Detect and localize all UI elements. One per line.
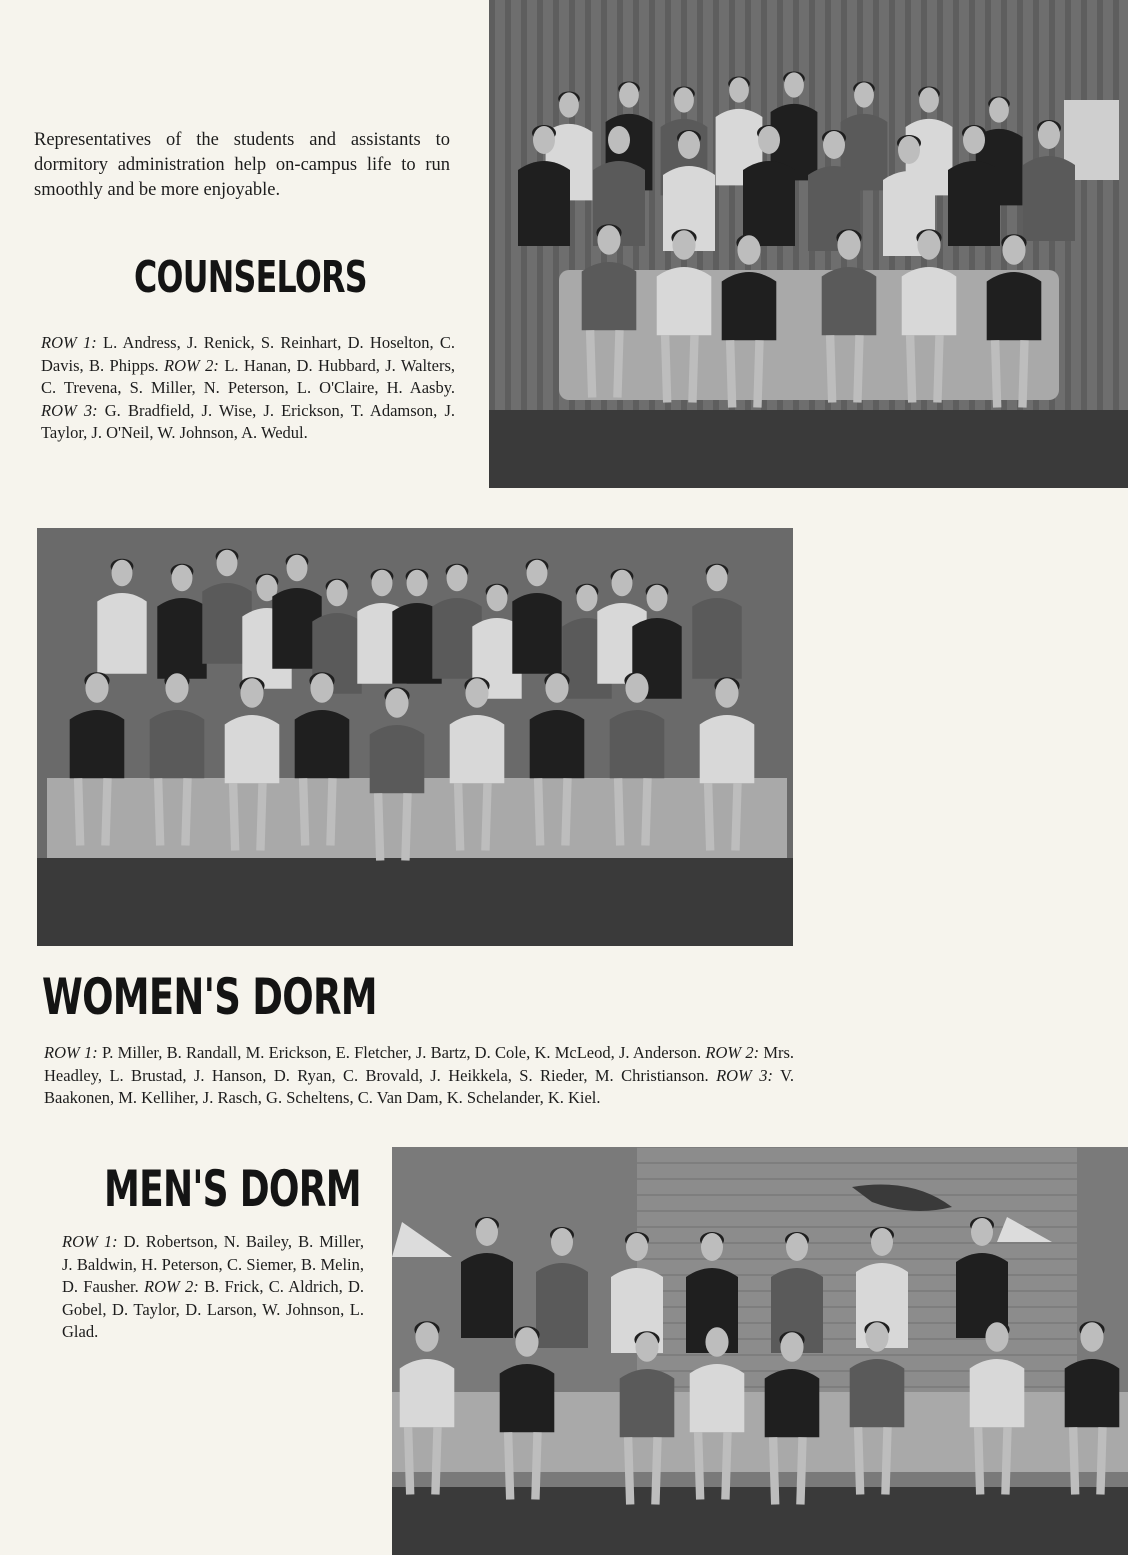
row-label: ROW 1: bbox=[62, 1232, 118, 1251]
intro-paragraph: Representatives of the students and assistants to dormitory administration help on-campus life to run smoothly and be more enjoyable. bbox=[34, 130, 450, 200]
mens-dorm-heading: MEN'S DORM bbox=[104, 1160, 361, 1218]
womens-dorm-heading: WOMEN'S DORM bbox=[42, 968, 377, 1026]
mens-dorm-photo bbox=[392, 1147, 1128, 1555]
row-label: ROW 2: bbox=[164, 355, 219, 375]
row-names: Mrs. Headley, L. Brustad, J. Hanson, D. Ryan, C. Brovald, J. Heikkela, S. Rieder, M. Christianson. bbox=[44, 1043, 795, 1085]
floor bbox=[489, 410, 1128, 488]
counselors-group-image bbox=[489, 0, 1128, 488]
row-names: G. Bradfield, J. Wise, J. Erickson, T. Adamson, J. Taylor, J. O'Neil, W. Johnson, A. Wedul. bbox=[41, 400, 455, 442]
floor bbox=[37, 858, 793, 946]
counselors-caption bbox=[41, 332, 455, 445]
womens-dorm-group-image bbox=[37, 528, 793, 946]
row-names: P. Miller, B. Randall, M. Erickson, E. Fletcher, J. Bartz, D. Cole, K. McLeod, J. Anderson. bbox=[101, 1043, 702, 1062]
row-names: D. Robertson, N. Bailey, B. Miller, J. Baldwin, H. Peterson, C. Siemer, B. Melin, D. Fausher. bbox=[62, 1232, 365, 1296]
mens-dorm-group-image bbox=[392, 1147, 1128, 1555]
womens-dorm-caption bbox=[44, 1042, 794, 1110]
row-names: L. Hanan, D. Hubbard, J. Walters, C. Trevena, S. Miller, N. Peterson, L. O'Claire, H. Aasby. bbox=[41, 355, 455, 397]
row-label: ROW 1: bbox=[44, 1043, 98, 1062]
womens-dorm-photo bbox=[37, 528, 793, 946]
row-label: ROW 3: bbox=[41, 400, 98, 420]
row-names: V. Baakonen, M. Kelliher, J. Rasch, G. Scheltens, C. Van Dam, K. Schelander, K. Kiel. bbox=[44, 1065, 795, 1107]
row-label: ROW 2: bbox=[144, 1277, 199, 1296]
row-label: ROW 3: bbox=[716, 1065, 773, 1085]
mens-dorm-caption bbox=[62, 1231, 364, 1344]
row-names: B. Frick, C. Aldrich, D. Gobel, D. Taylor, D. Larson, W. Johnson, L. Glad. bbox=[62, 1277, 365, 1341]
row-label: ROW 2: bbox=[705, 1043, 760, 1062]
floor bbox=[392, 1487, 1128, 1555]
counselors-photo bbox=[489, 0, 1128, 488]
row-label: ROW 1: bbox=[41, 333, 97, 352]
counselors-heading: COUNSELORS bbox=[134, 252, 367, 303]
row-names: L. Andress, J. Renick, S. Reinhart, D. Hoselton, C. Davis, B. Phipps. bbox=[41, 333, 455, 375]
